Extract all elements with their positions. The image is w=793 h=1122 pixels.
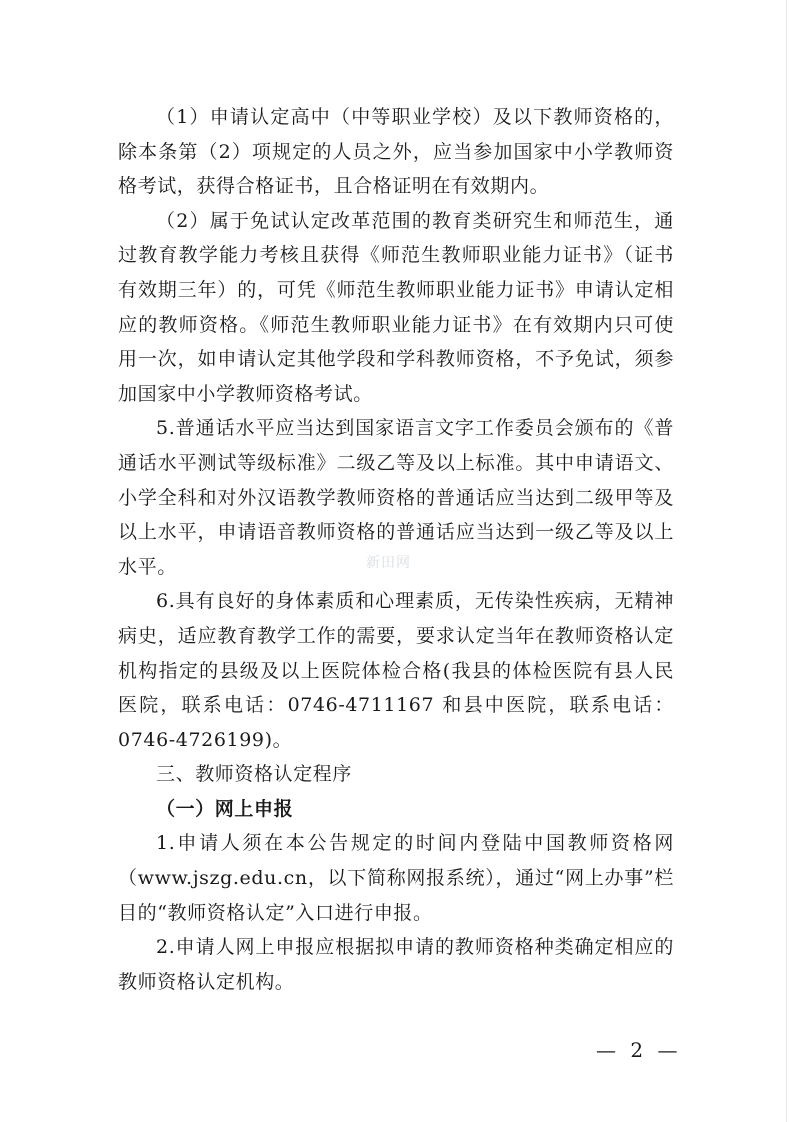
procedure-paragraph-1: 1.申请人须在本公告规定的时间内登陆中国教师资格网（www.jszg.edu.cn，以下简称网报系统），通过“网上办事”栏目的“教师资格认定”入口进行申报。 (118, 832, 674, 924)
paragraph-item-6: 6.具有良好的身体素质和心理素质，无传染性疾病，无精神病史，适应教育教学工作的需要，要求认定当年在教师资格认定机构指定的县级及以上医院体检合格(我县的体检医院有县人民医院，联系电话：0746-4711167 和县中医院，联系电话：0746-4726199)。 (118, 590, 674, 751)
procedure-paragraph-2: 2.申请人网上申报应根据拟申请的教师资格种类确定相应的教师资格认定机构。 (118, 936, 674, 993)
paragraph-item-2: （2）属于免试认定改革范围的教育类研究生和师范生，通过教育教学能力考核且获得《师范生教师职业能力证书》（证书有效期三年）的，可凭《师范生教师职业能力证书》申请认定相应的教师资格。《师范生教师职业能力证书》在有效期内只可使用一次，如申请认定其他学段和学科教师资格，不予免试，须参加国家中小学教师资格考试。 (118, 209, 674, 405)
subsection-heading: （一）网上申报 (156, 797, 294, 820)
watermark: 新田网 (366, 555, 411, 571)
page-edge-divider (786, 0, 787, 1122)
paragraph-item-5: 5.普通话水平应当达到国家语言文字工作委员会颁布的《普通话水平测试等级标准》二级乙等及以上标准。其中申请语文、小学全科和对外汉语教学教师资格的普通话应当达到二级甲等及以上水平，申请语音教师资格的普通话应当达到一级乙等及以上水平。 (118, 417, 674, 578)
page-number: — 2 — (596, 1038, 682, 1062)
section-heading: 三、教师资格认定程序 (156, 763, 353, 786)
paragraph-item-1: （1）申请认定高中（中等职业学校）及以下教师资格的，除本条第（2）项规定的人员之外，应当参加国家中小学教师资格考试，获得合格证书，且合格证明在有效期内。 (118, 106, 674, 198)
document-body (118, 100, 674, 999)
